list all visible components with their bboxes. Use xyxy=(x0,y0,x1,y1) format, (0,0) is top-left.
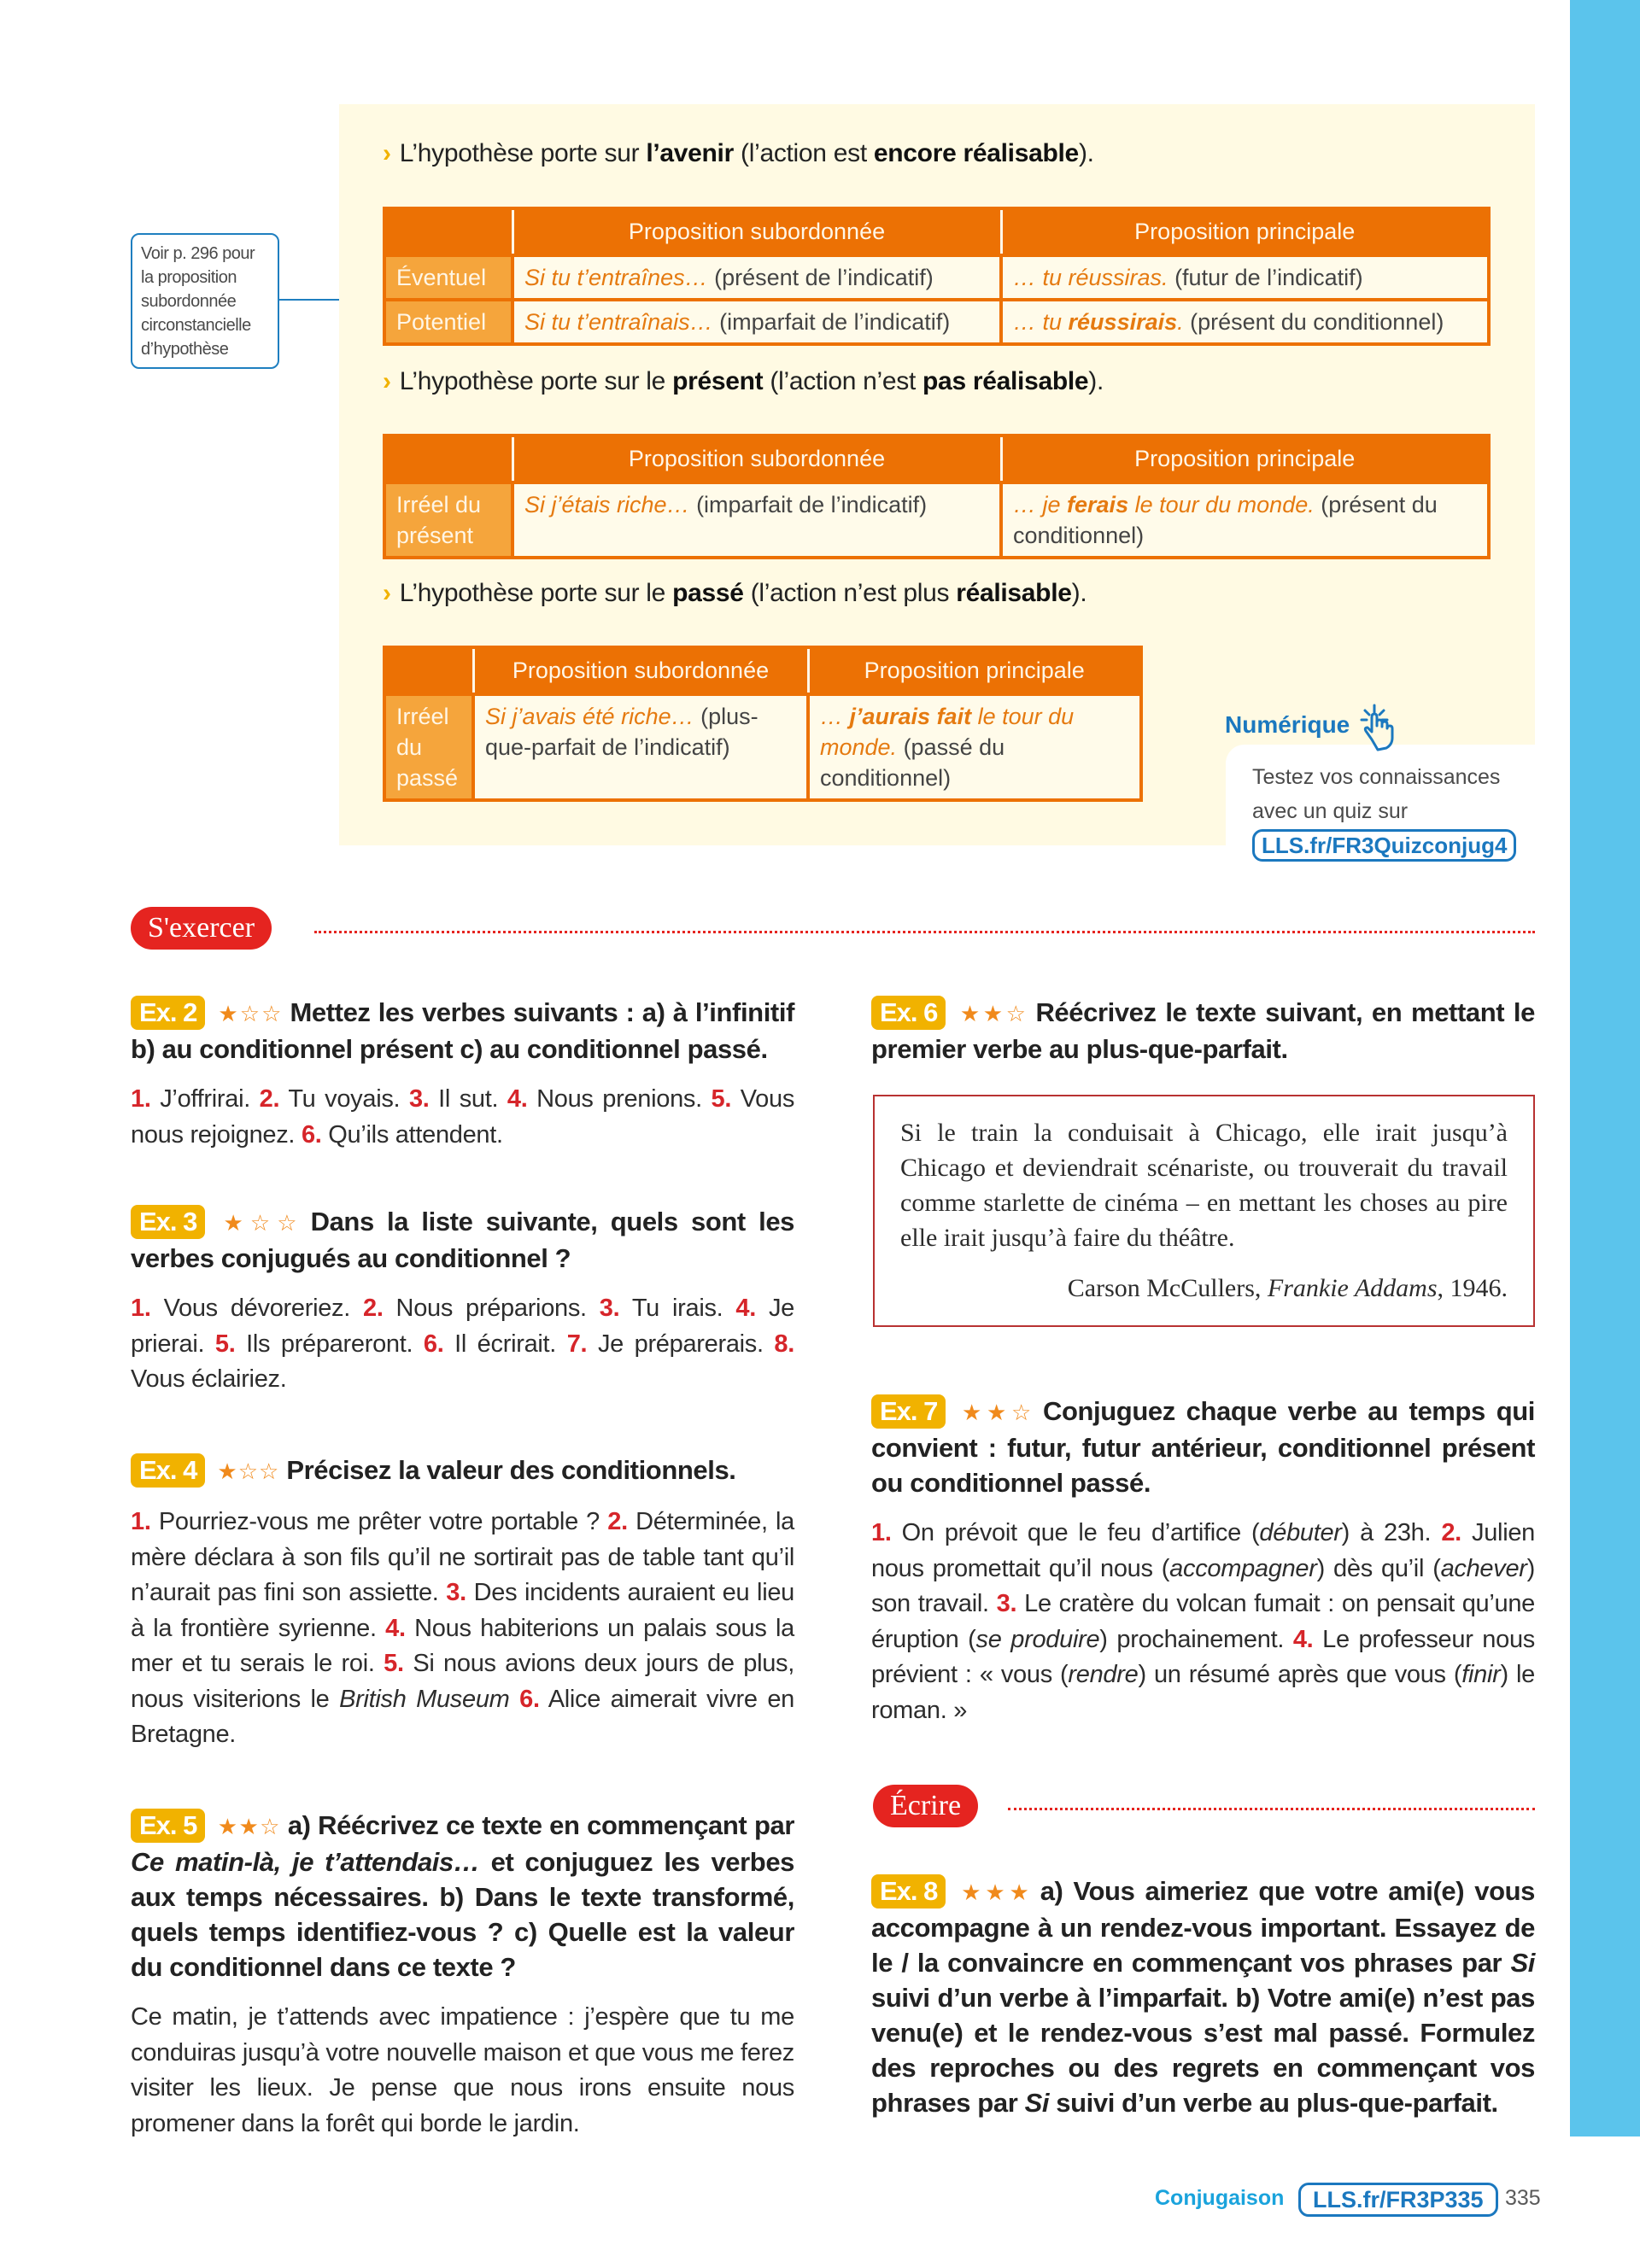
dotted-divider xyxy=(314,931,1535,933)
difficulty-stars-icon: ★★☆ xyxy=(958,1001,1029,1026)
difficulty-stars-icon: ★☆☆ xyxy=(217,1458,280,1484)
example-text: le tour du monde. xyxy=(820,704,1075,760)
table-row xyxy=(384,694,1141,800)
header-principale: Proposition principale xyxy=(808,647,1141,694)
bullet-text: ). xyxy=(1071,579,1087,607)
bullet-text: ). xyxy=(1088,367,1104,395)
instruction-italic: Ce matin-là, je t’attendais… xyxy=(131,1847,480,1877)
italic-term: achever xyxy=(1440,1554,1527,1582)
table-corner xyxy=(384,435,512,482)
exercise-4 xyxy=(131,1453,794,1753)
italic-term: débuter xyxy=(1259,1519,1342,1546)
exercise-instruction xyxy=(871,1873,1535,2120)
item-number: 2. xyxy=(1441,1519,1461,1546)
cell-principale xyxy=(808,694,1141,800)
difficulty-stars-icon: ★★☆ xyxy=(958,1400,1036,1425)
bullet-avenir xyxy=(383,139,1094,168)
exercise-instruction xyxy=(131,1808,794,1984)
page-number: 335 xyxy=(1505,2186,1541,2210)
instruction-text: Réécrivez le texte suivant, en mettant le premier verbe au plus-que-parfait. xyxy=(871,997,1535,1064)
difficulty-stars-icon: ★★★ xyxy=(958,1879,1034,1905)
instruction-text: et conjuguez les verbes aux temps nécessaires. b) Dans le texte transformé, quels temps identifiez-vous ? c) Quelle est la valeur du conditionnel dans ce texte ? xyxy=(131,1847,795,1982)
row-label: Éventuel xyxy=(384,255,512,300)
exercise-instruction xyxy=(871,995,1535,1067)
header-subordonnee: Proposition subordonnée xyxy=(473,647,808,694)
item-number: 2. xyxy=(259,1085,280,1113)
header-subordonnee: Proposition subordonnée xyxy=(512,435,1001,482)
item-number: 2. xyxy=(607,1508,628,1535)
tense-text: (futur de l’indicatif) xyxy=(1168,265,1363,290)
italic-term: se produire xyxy=(975,1625,1100,1653)
bullet-bold: passé xyxy=(672,579,744,607)
example-text: le tour du monde. xyxy=(1128,492,1315,517)
example-text: … je xyxy=(1013,492,1068,517)
exercise-2 xyxy=(131,995,794,1153)
exercise-3 xyxy=(131,1204,794,1398)
exercise-items: 1. Vous dévoreriez. 2. Nous préparions. 3. Tu irais. 4. Je prierai. 5. Ils prépareront. 6. Il écrirait. 7. Je préparerais. 8. Vous éclairiez. xyxy=(131,1295,794,1393)
item-number: 5. xyxy=(711,1085,732,1113)
exercise-7 xyxy=(871,1394,1535,1728)
footer-link[interactable] xyxy=(1298,2183,1498,2217)
example-verb: réussirais xyxy=(1068,309,1178,335)
cell-subordonnee xyxy=(473,694,808,800)
exercise-instruction xyxy=(131,1204,794,1276)
italic-term: rendre xyxy=(1068,1661,1139,1688)
example-verb: j’aurais fait xyxy=(849,704,972,729)
bullet-bold: pas réalisable xyxy=(922,367,1089,395)
side-note xyxy=(131,233,279,369)
bullet-passe xyxy=(383,579,1086,608)
item-number: 1. xyxy=(131,1295,151,1322)
cell-subordonnee xyxy=(512,482,1001,558)
tense-text: (présent de l’indicatif) xyxy=(707,265,934,290)
table-row xyxy=(384,300,1489,344)
exercise-6 xyxy=(871,995,1535,1067)
item-number: 6. xyxy=(519,1685,540,1713)
item-number: 4. xyxy=(1292,1625,1314,1653)
item-number: 5. xyxy=(214,1330,236,1358)
item-number: 1. xyxy=(871,1519,892,1546)
numerique-text: Testez vos connaissances avec un quiz sur xyxy=(1252,765,1501,823)
cell-principale xyxy=(1001,255,1489,300)
italic-term: British Museum xyxy=(339,1685,510,1713)
quote-text: Si le train la conduisait à Chicago, elle irait jusqu’à Chicago et deviendrait scénariste, ou trouverait du travail comme starlette de cinéma – en mettant les choses au pire elle irait jusqu’à faire du théâtre. xyxy=(900,1119,1508,1252)
exercise-instruction xyxy=(871,1394,1535,1500)
chevron-right-icon: › xyxy=(383,139,391,167)
instruction-text: Mettez les verbes suivants : a) à l’infinitif b) au conditionnel présent c) au conditionnel passé. xyxy=(131,997,794,1064)
row-label: Irréel du passé xyxy=(384,694,473,800)
exercise-badge: Ex. 2 xyxy=(131,996,205,1030)
side-note-text: Voir p. 296 pour la proposition subordonnée circonstancielle d’hypothèse xyxy=(141,244,255,359)
item-number: 1. xyxy=(131,1508,151,1535)
source-year: , 1946. xyxy=(1437,1274,1508,1302)
numerique-title: Numérique xyxy=(1225,711,1350,738)
item-number: 7. xyxy=(566,1330,588,1358)
instruction-text: a) Vous aimeriez que votre ami(e) vous accompagne à un rendez-vous important. Essayez de le / la convaincre en commençant vos phrases par Si suivi d’un verbe à l’imparfait. b) Votre ami(e) n’est pas venu(e) et le rendez-vous s’est mal passé. Formulez des reproches ou des regrets en commençant vos phrases par Si suivi d’un verbe au plus-que-parfait. xyxy=(871,1876,1535,2118)
difficulty-stars-icon: ★★☆ xyxy=(217,1814,281,1839)
item-number: 6. xyxy=(423,1330,444,1358)
example-text: … xyxy=(820,704,850,729)
tense-text: (passé du conditionnel) xyxy=(820,734,1005,791)
exercise-items: 1. Pourriez-vous me prêter votre portable ? 2. Déterminée, la mère déclara à son fils qu’il ne sortirait pas de table tant qu’il n’aurait pas fini son assiette. 3. Des incidents auraient eu lieu à la frontière syrienne. 4. Nous habiterions un palais sous la mer et tu serais le roi. 5. Si nous avions deux jours de plus, nous visiterions le British Museum 6. Alice aimerait vivre en Bretagne. xyxy=(131,1508,795,1748)
tense-text: (présent du conditionnel) xyxy=(1013,492,1438,548)
header-principale: Proposition principale xyxy=(1001,208,1489,255)
exercise-instruction xyxy=(131,995,794,1067)
exercise-8 xyxy=(871,1873,1535,2120)
table-row xyxy=(384,482,1489,558)
item-number: 3. xyxy=(446,1579,466,1606)
dotted-divider xyxy=(1008,1808,1535,1810)
item-number: 3. xyxy=(599,1295,620,1322)
item-number: 2. xyxy=(362,1295,384,1322)
cell-subordonnee xyxy=(512,300,1001,344)
bullet-text: L’hypothèse porte sur xyxy=(399,139,647,167)
example-text: Si tu t’entraînes… xyxy=(524,265,708,290)
instruction-text: Précisez la valeur des conditionnels. xyxy=(286,1455,736,1485)
bullet-text: L’hypothèse porte sur le xyxy=(399,367,673,395)
exercise-badge: Ex. 8 xyxy=(871,1874,946,1909)
bullet-bold: présent xyxy=(672,367,764,395)
bullet-bold: réalisable xyxy=(956,579,1072,607)
item-number: 1. xyxy=(131,1085,151,1113)
footer-link-label[interactable]: LLS.fr/FR3P335 xyxy=(1298,2183,1498,2217)
source-author: Carson McCullers, xyxy=(1067,1274,1268,1302)
example-text: Si j’avais été riche… xyxy=(485,704,694,729)
tense-text: (imparfait de l’indicatif) xyxy=(712,309,951,335)
italic-term: finir xyxy=(1461,1661,1501,1688)
instruction-text: Conjuguez chaque verbe au temps qui convient : futur, futur antérieur, conditionnel présent ou conditionnel passé. xyxy=(871,1396,1535,1498)
example-text: . xyxy=(1177,309,1184,335)
exercise-badge: Ex. 6 xyxy=(871,996,946,1030)
chevron-right-icon: › xyxy=(383,367,391,395)
quiz-link-label[interactable]: LLS.fr/FR3Quizconjug4 xyxy=(1252,829,1516,862)
table-passe xyxy=(383,646,1143,802)
quote-box xyxy=(873,1095,1535,1327)
tense-text: (imparfait de l’indicatif) xyxy=(689,492,928,517)
header-principale: Proposition principale xyxy=(1001,435,1489,482)
cell-principale xyxy=(1001,300,1489,344)
instruction-text: Dans la liste suivante, quels sont les verbes conjugués au conditionnel ? xyxy=(131,1207,794,1273)
italic-term: Si xyxy=(1510,1948,1535,1978)
exercise-instruction xyxy=(131,1453,794,1489)
item-number: 6. xyxy=(301,1120,322,1149)
example-text: Si j’étais riche… xyxy=(524,492,690,517)
item-number: 3. xyxy=(408,1085,430,1113)
instruction-text: a) Réécrivez ce texte en commençant par xyxy=(287,1810,794,1840)
bullet-text: ). xyxy=(1078,139,1094,167)
exercise-items: 1. On prévoit que le feu d’artifice (débuter) à 23h. 2. Julien nous promettait qu’il nous (accompagner) dès qu’il (achever) son travail. 3. Le cratère du volcan fumait : on pensait qu’une éruption (se produire) prochainement. 4. Le professeur nous prévient : « vous (rendre) un résumé après que vous (finir) le roman. » xyxy=(871,1519,1535,1724)
exercise-text: Ce matin, je t’attends avec impatience : j’espère que tu me conduiras jusqu’à votre nouvelle maison et que vous me ferez visiter les lieux. Je pense que nous irons ensuite nous promener dans la forêt qui borde le jardin. xyxy=(131,2003,794,2137)
exercise-badge: Ex. 5 xyxy=(131,1809,205,1843)
cell-subordonnee xyxy=(512,255,1001,300)
source-title: Frankie Addams xyxy=(1267,1274,1438,1302)
tense-text: (plus-que-parfait de l’indicatif) xyxy=(485,704,758,760)
section-sexercer: S'exercer xyxy=(131,907,272,950)
item-number: 8. xyxy=(774,1330,794,1358)
bullet-text: (l’action n’est plus xyxy=(743,579,957,607)
bullet-present xyxy=(383,367,1104,396)
bullet-bold: l’avenir xyxy=(646,139,734,167)
table-corner xyxy=(384,208,512,255)
item-number: 4. xyxy=(735,1295,756,1322)
difficulty-stars-icon: ★☆☆ xyxy=(217,1210,304,1236)
item-number: 4. xyxy=(385,1614,406,1642)
example-text: Si tu t’entraînais… xyxy=(524,309,713,335)
row-label: Potentiel xyxy=(384,300,512,344)
row-label: Irréel du présent xyxy=(384,482,512,558)
tense-text: (présent du conditionnel) xyxy=(1183,309,1444,335)
exercise-badge: Ex. 3 xyxy=(131,1205,205,1239)
header-subordonnee: Proposition subordonnée xyxy=(512,208,1001,255)
cell-principale xyxy=(1001,482,1489,558)
item-number: 3. xyxy=(996,1590,1017,1617)
difficulty-stars-icon: ★☆☆ xyxy=(217,1001,284,1026)
quiz-link[interactable] xyxy=(1252,829,1516,862)
bullet-text: (l’action n’est xyxy=(763,367,923,395)
italic-term: Si xyxy=(1024,2088,1050,2118)
bullet-text: (l’action est xyxy=(733,139,874,167)
exercise-5 xyxy=(131,1808,794,2142)
exercise-badge: Ex. 7 xyxy=(871,1394,946,1429)
exercise-badge: Ex. 4 xyxy=(131,1453,205,1488)
quote-source xyxy=(900,1271,1508,1306)
table-present xyxy=(383,434,1491,559)
table-avenir xyxy=(383,207,1491,346)
page-edge-tab xyxy=(1570,0,1640,2136)
bullet-text: L’hypothèse porte sur le xyxy=(399,579,673,607)
section-ecrire: Écrire xyxy=(873,1785,978,1827)
footer-subject: Conjugaison xyxy=(1155,2186,1285,2210)
bullet-bold: encore réalisable xyxy=(873,139,1079,167)
table-corner xyxy=(384,647,473,694)
pointing-hand-icon xyxy=(1354,702,1405,753)
italic-term: accompagner xyxy=(1169,1554,1317,1582)
chevron-right-icon: › xyxy=(383,579,391,607)
exercise-items: 1. J’offrirai. 2. Tu voyais. 3. Il sut. 4. Nous prenions. 5. Vous nous rejoignez. 6. Qu’ils attendent. xyxy=(131,1085,795,1149)
side-note-connector xyxy=(279,299,339,301)
item-number: 4. xyxy=(507,1085,528,1113)
example-verb: ferais xyxy=(1067,492,1129,517)
example-text: … tu réussiras. xyxy=(1013,265,1168,290)
example-text: … tu xyxy=(1013,309,1069,335)
table-row xyxy=(384,255,1489,300)
item-number: 5. xyxy=(384,1650,404,1677)
